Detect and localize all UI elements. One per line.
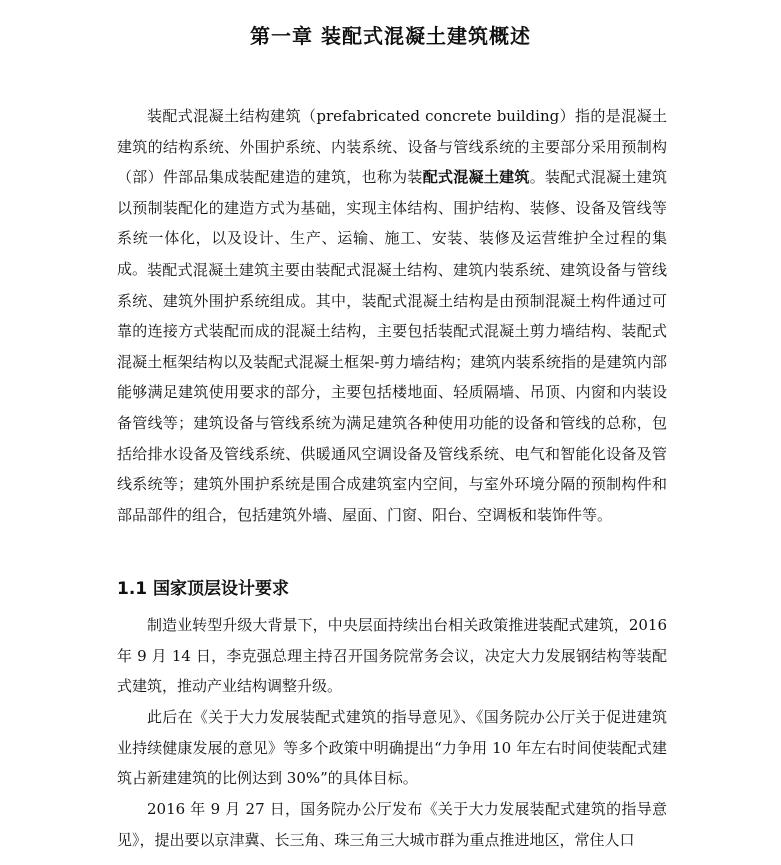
- paragraph-policy-target: 此后在《关于大力发展装配式建筑的指导意见》、《国务院办公厅关于促进建筑业持续健康发展的意见》等多个政策中明确提出“力争用 10 年左右时间使装配式建筑占新建建筑的比例达到 30%”的具体目标。: [117, 708, 667, 788]
- paragraph-definition-text-start: 装配式混凝土结构建筑（prefabricated concrete building）指的是混凝土建筑的结构系统、外围护系统、内装系统、设备与管线系统的主要部分采用预制构（部）件部品集成装配建造的建筑，也称为装: [117, 107, 667, 187]
- bold-term: 配式混凝土建筑: [422, 168, 530, 187]
- paragraph-composition: 装配式混凝土建筑主要由装配式混凝土结构、建筑内装系统、建筑设备与管线系统、建筑外围护系统组成。其中，装配式混凝土结构是由预制混凝土构件通过可靠的连接方式装配而成的混凝土结构，主要包括装配式混凝土剪力墙结构、装配式混凝土框架结构以及装配式混凝土框架-剪力墙结构；建筑内装系统指的是建筑内部能够满足建筑使用要求的部分，主要包括楼地面、轻质隔墙、吊顶、内窗和内装设备管线等；建筑设备与管线系统为满足建筑各种使用功能的设备和管线的总称，包括给排水设备及管线系统、供暖通风空调设备及管线系统、电气和智能化设备及管线系统等；建筑外围护系统是围合成建筑室内空间，与室外环境分隔的预制构件和部品部件的组合，包括建筑外墙、屋面、门窗、阳台、空调板和装饰件等。: [117, 261, 667, 524]
- paragraph-policy-background: 制造业转型升级大背景下，中央层面持续出台相关政策推进装配式建筑，2016 年 9 月 14 日，李克强总理主持召开国务院常务会议，决定大力发展钢结构等装配式建筑，推动产业结构调整升级。: [117, 616, 667, 696]
- paragraph-definition-text-end: 。装配式混凝土建筑以预制装配化的建造方式为基础，实现主体结构、围护结构、装修、设备及管线等系统一体化，以及设计、生产、运输、施工、安装、装修及运营维护全过程的集成。: [117, 168, 667, 278]
- chapter-title: 第一章 装配式混凝土建筑概述: [250, 24, 531, 48]
- paragraph-policy-guidance: 2016 年 9 月 27 日，国务院办公厅发布《关于大力发展装配式建筑的指导意见》，提出要以京津冀、长三角、珠三角三大城市群为重点推进地区，常住人口: [117, 800, 667, 849]
- section-heading: 1.1 国家顶层设计要求: [117, 579, 290, 599]
